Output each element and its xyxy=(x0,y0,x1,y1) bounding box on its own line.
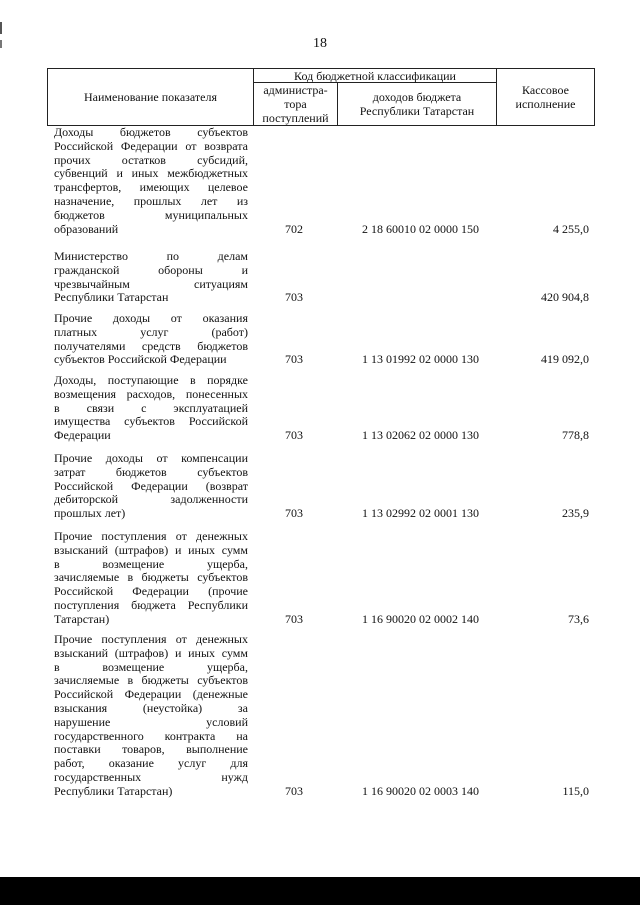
indicator-name-line: Доходы бюджетов субъектов xyxy=(54,125,248,139)
indicator-name-line: Российской Федерации (денежные xyxy=(54,687,248,702)
admin-code: 703 xyxy=(285,783,303,798)
indicator-name xyxy=(54,250,248,305)
indicator-name-line: платных услуг (работ) xyxy=(54,324,248,339)
indicator-name-line: Республики Татарстан) xyxy=(54,783,173,798)
indicator-name xyxy=(54,126,248,236)
header-classification-group: Код бюджетной классификации xyxy=(294,68,456,83)
indicator-name-line: взысканий (штрафов) и иных сумм xyxy=(54,645,248,660)
execution-amount: 235,9 xyxy=(562,506,589,521)
indicator-name-line: гражданской обороны и xyxy=(54,262,248,277)
indicator-name-line: государственных нужд xyxy=(54,769,248,784)
indicator-name-line: Прочие доходы от оказания xyxy=(54,311,248,325)
indicator-name-line: Прочие поступления от денежных xyxy=(54,632,248,646)
indicator-name-line: имущества субъектов Российской xyxy=(54,414,248,429)
scan-bottom-border xyxy=(0,877,640,905)
table-row xyxy=(47,312,595,367)
indicator-name-line: трансфертов, имеющих целевое xyxy=(54,180,248,195)
admin-code: 702 xyxy=(285,221,303,236)
indicator-name-line: бюджетов муниципальных xyxy=(54,207,248,222)
execution-amount: 73,6 xyxy=(568,611,589,626)
admin-code: 703 xyxy=(285,611,303,626)
revenue-code: 1 13 02062 02 0000 130 xyxy=(362,428,479,443)
indicator-name xyxy=(54,374,248,443)
table-row xyxy=(47,250,595,305)
indicator-name-line: субъектов Российской Федерации xyxy=(54,352,227,367)
revenue-code: 1 13 02992 02 0001 130 xyxy=(362,506,479,521)
indicator-name-line: субвенций и иных межбюджетных xyxy=(54,166,248,181)
indicator-name xyxy=(54,633,248,799)
indicator-name-line: работ, оказание услуг для xyxy=(54,756,248,771)
indicator-name-line: в возмещение ущерба, xyxy=(54,556,248,571)
header-border xyxy=(594,69,595,125)
table-header xyxy=(47,68,595,126)
admin-code: 703 xyxy=(285,290,303,305)
indicator-name-line: в возмещение ущерба, xyxy=(54,659,248,674)
indicator-name-line: Российской Федерации (возврат xyxy=(54,478,248,493)
indicator-name-line: дебиторской задолженности xyxy=(54,492,248,507)
scan-edge-mark xyxy=(0,22,2,34)
indicator-name-line: прошлых лет) xyxy=(54,506,126,521)
indicator-name-line: чрезвычайным ситуациям xyxy=(54,276,248,291)
indicator-name-line: возмещения расходов, понесенных xyxy=(54,386,248,401)
table-row xyxy=(47,633,595,799)
indicator-name-line: назначение, прошлых лет из xyxy=(54,193,248,208)
indicator-name-line: зачисляемые в бюджеты субъектов xyxy=(54,673,248,688)
page-number: 18 xyxy=(313,36,327,51)
indicator-name-line: Министерство по делам xyxy=(54,249,248,263)
table-row xyxy=(47,530,595,627)
indicator-name-line: затрат бюджетов субъектов xyxy=(54,464,248,479)
indicator-name-line: Доходы, поступающие в порядке xyxy=(54,373,248,387)
table-row xyxy=(47,126,595,236)
header-admin-column: администра- тора поступлений xyxy=(262,83,329,125)
indicator-name-line: в связи с эксплуатацией xyxy=(54,400,248,415)
indicator-name-line: Российской Федерации от возврата xyxy=(54,138,248,153)
indicator-name-line: Татарстан) xyxy=(54,611,110,626)
revenue-code: 1 16 90020 02 0003 140 xyxy=(362,783,479,798)
execution-amount: 420 904,8 xyxy=(541,290,589,305)
indicator-name-line: взысканий (штрафов) и иных сумм xyxy=(54,542,248,557)
indicator-name-line: Прочие доходы от компенсации xyxy=(54,451,248,465)
header-revenue-column: доходов бюджета Республики Татарстан xyxy=(359,90,475,118)
indicator-name-line: Федерации xyxy=(54,428,111,443)
indicator-name xyxy=(54,530,248,627)
header-name-column: Наименование показателя xyxy=(84,90,217,104)
indicator-name-line: зачисляемые в бюджеты субъектов xyxy=(54,570,248,585)
admin-code: 703 xyxy=(285,352,303,367)
indicator-name-line: взыскания (неустойка) за xyxy=(54,700,248,715)
indicator-name-line: нарушение условий xyxy=(54,714,248,729)
execution-amount: 419 092,0 xyxy=(541,352,589,367)
table-row xyxy=(47,374,595,443)
indicator-name-line: поставки товаров, выполнение xyxy=(54,742,248,757)
indicator-name xyxy=(54,312,248,367)
indicator-name-line: государственного контракта на xyxy=(54,728,248,743)
revenue-code: 2 18 60010 02 0000 150 xyxy=(362,221,479,236)
revenue-code: 1 16 90020 02 0002 140 xyxy=(362,611,479,626)
header-execution-column: Кассовое исполнение xyxy=(515,83,576,111)
indicator-name-line: Республики Татарстан xyxy=(54,290,169,305)
indicator-name-line: Российской Федерации (прочие xyxy=(54,584,248,599)
indicator-name xyxy=(54,452,248,521)
indicator-name-line: получателями средств бюджетов xyxy=(54,338,248,353)
indicator-name-line: прочих остатков субсидий, xyxy=(54,152,248,167)
indicator-name-line: образований xyxy=(54,221,119,236)
admin-code: 703 xyxy=(285,428,303,443)
indicator-name-line: поступления бюджета Республики xyxy=(54,597,248,612)
execution-amount: 4 255,0 xyxy=(553,221,589,236)
execution-amount: 115,0 xyxy=(562,783,589,798)
admin-code: 703 xyxy=(285,506,303,521)
revenue-code: 1 13 01992 02 0000 130 xyxy=(362,352,479,367)
execution-amount: 778,8 xyxy=(562,428,589,443)
indicator-name-line: Прочие поступления от денежных xyxy=(54,529,248,543)
table-row xyxy=(47,452,595,521)
